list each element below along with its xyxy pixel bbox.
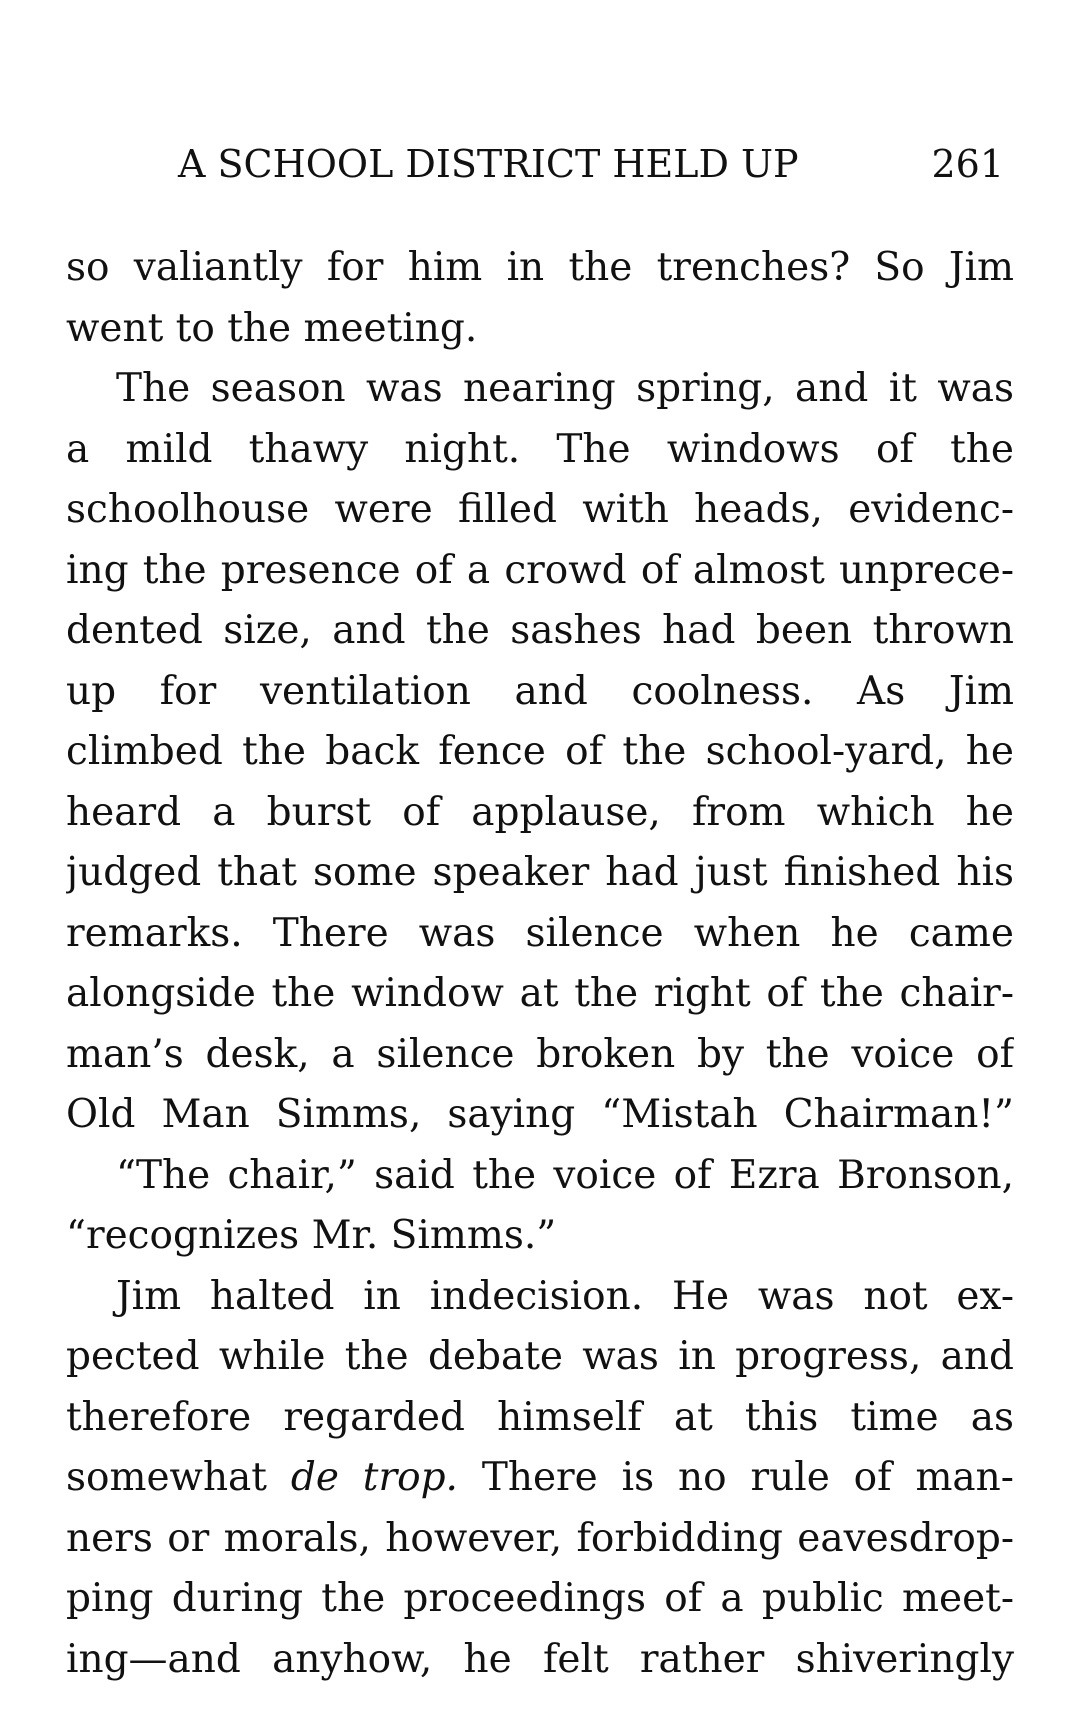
page-body-text bbox=[66, 238, 1014, 1690]
running-head bbox=[178, 138, 1018, 190]
text-line: judged that some speaker had just finished his bbox=[66, 850, 1014, 895]
text-line: Jim halted in indecision. He was not ex- bbox=[116, 1273, 1014, 1319]
text-line: ners or morals, however, forbidding eavesdrop- bbox=[66, 1515, 1014, 1561]
text-line: alongside the window at the right of the chair- bbox=[66, 971, 1014, 1016]
text-line: heard a burst of applause, from which he bbox=[66, 789, 1014, 835]
text-line: remarks. There was silence when he came bbox=[66, 910, 1014, 956]
page-number: 261 bbox=[931, 142, 1004, 186]
text-line: Old Man Simms, saying “Mistah Chairman!” bbox=[66, 1092, 1014, 1137]
text-line: ping during the proceedings of a public meet- bbox=[66, 1576, 1014, 1621]
text-line: The season was nearing spring, and it was bbox=[116, 366, 1014, 411]
text-line: ing the presence of a crowd of almost unprece- bbox=[66, 547, 1014, 593]
text-line-with-italic bbox=[66, 1448, 1014, 1509]
text-line: schoolhouse were filled with heads, evidenc- bbox=[66, 487, 1014, 532]
text-line: “recognizes Mr. Simms.” bbox=[66, 1213, 557, 1258]
text-line: dented size, and the sashes had been thrown bbox=[66, 608, 1014, 653]
text-line: man’s desk, a silence broken by the voice of bbox=[66, 1031, 1014, 1077]
text-line: ing—and anyhow, he felt rather shiveringly bbox=[66, 1636, 1014, 1682]
text-line: climbed the back fence of the school-yard, he bbox=[66, 729, 1014, 774]
text-line: “The chair,” said the voice of Ezra Bronson, bbox=[116, 1152, 1014, 1198]
text-line: went to the meeting. bbox=[66, 305, 478, 351]
text-run: There is no rule of man- bbox=[457, 1455, 1014, 1500]
text-line: therefore regarded himself at this time as bbox=[66, 1394, 1014, 1440]
chapter-title: A SCHOOL DISTRICT HELD UP bbox=[178, 142, 799, 186]
text-line: pected while the debate was in progress, and bbox=[66, 1334, 1014, 1379]
text-line: a mild thawy night. The windows of the bbox=[66, 426, 1014, 472]
text-line: so valiantly for him in the trenches? So Jim bbox=[66, 245, 1014, 290]
italic-phrase: de trop. bbox=[290, 1455, 458, 1500]
text-line: up for ventilation and coolness. As Jim bbox=[66, 668, 1014, 714]
text-run: somewhat bbox=[66, 1455, 291, 1500]
